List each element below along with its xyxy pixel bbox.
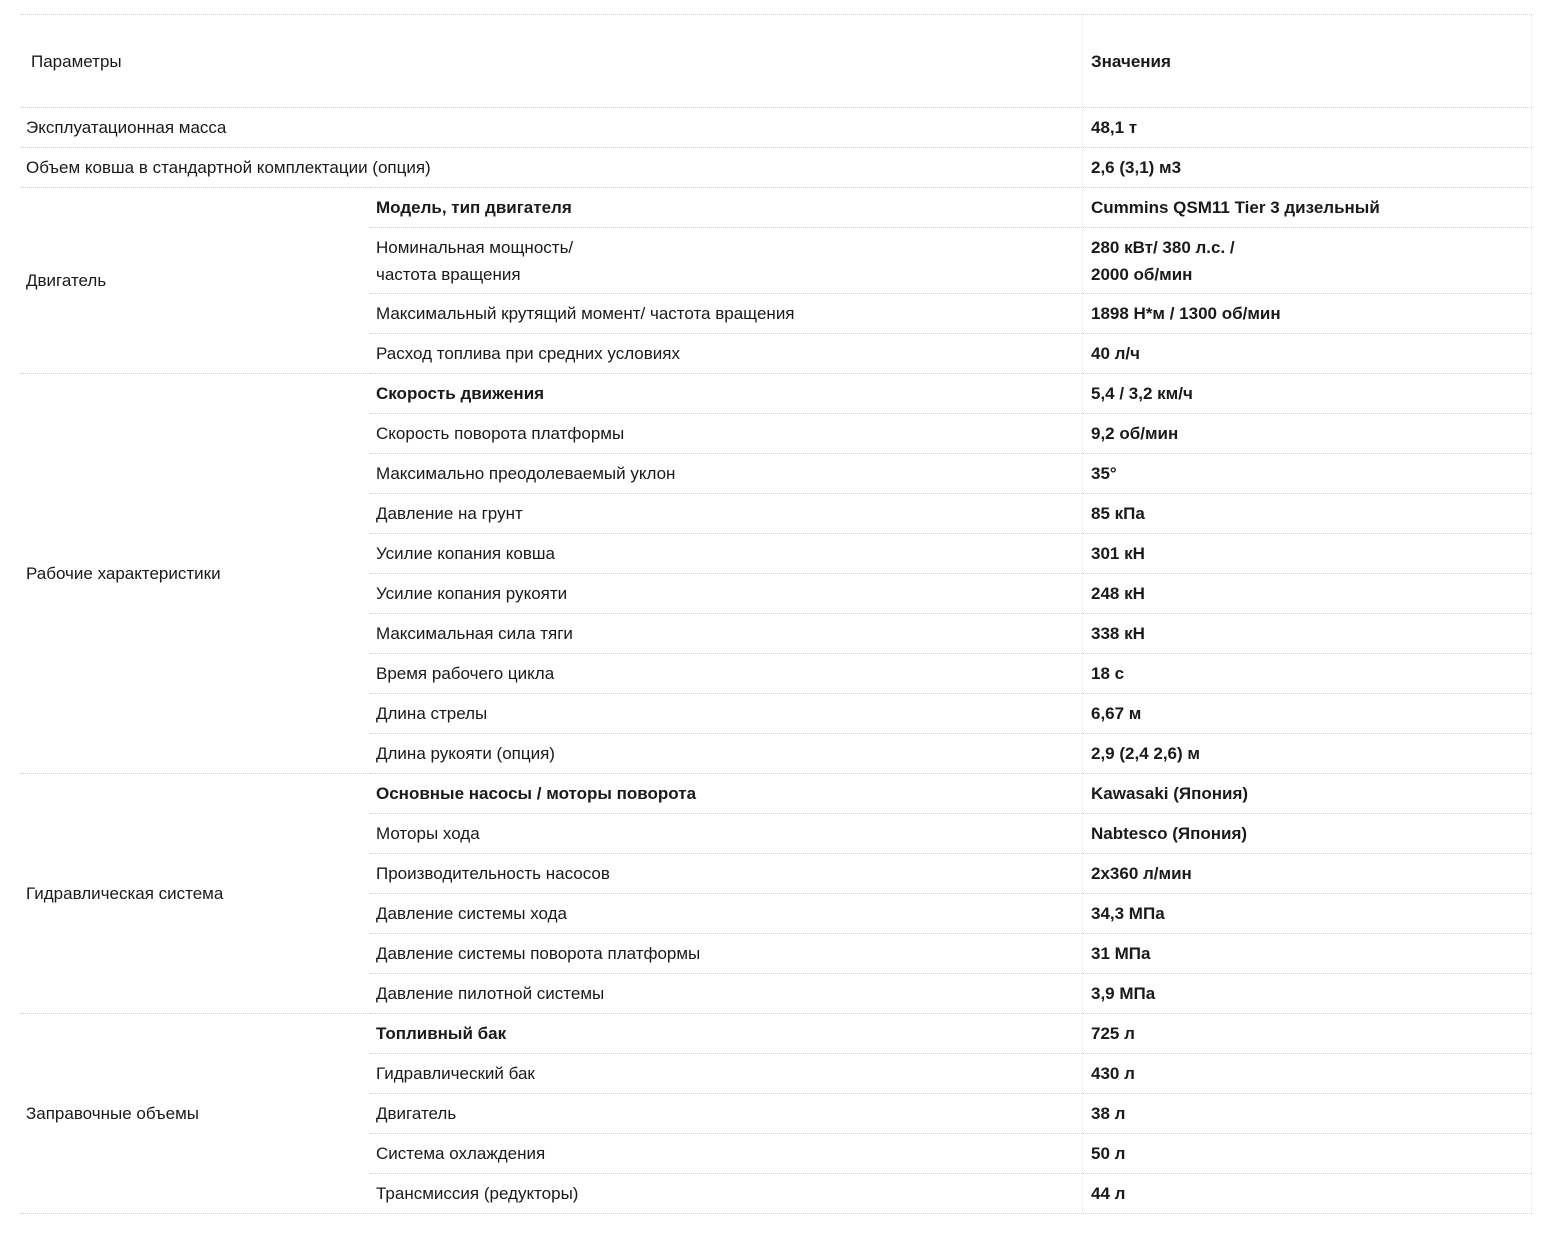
param-value: 34,3 МПа	[1082, 894, 1532, 933]
table-row	[370, 1093, 1532, 1133]
param-name: Трансмиссия (редукторы)	[376, 1184, 579, 1203]
param-value: Nabtesco (Япония)	[1082, 814, 1532, 853]
group-label: Рабочие характеристики	[20, 373, 370, 773]
param-value: 48,1 т	[1082, 108, 1532, 147]
table-row	[370, 187, 1532, 227]
table-row	[370, 373, 1532, 413]
group-label: Заправочные объемы	[20, 1013, 370, 1213]
group-label: Гидравлическая система	[20, 773, 370, 1013]
param-name: Номинальная мощность/ частота вращения	[376, 237, 574, 284]
param-name: Расход топлива при средних условиях	[376, 344, 680, 363]
table-row	[370, 1013, 1532, 1053]
table-row	[370, 693, 1532, 733]
table-row	[370, 533, 1532, 573]
table-row	[370, 933, 1532, 973]
table-row	[370, 413, 1532, 453]
param-value: 2,6 (3,1) м3	[1082, 148, 1532, 187]
param-value: 6,67 м	[1082, 694, 1532, 733]
param-value: 31 МПа	[1082, 934, 1532, 973]
param-name: Время рабочего цикла	[376, 664, 555, 683]
param-value: 301 кН	[1082, 534, 1532, 573]
param-name: Длина рукояти (опция)	[376, 744, 555, 763]
table-row	[370, 973, 1532, 1013]
table-row	[370, 227, 1532, 293]
param-value: 2х360 л/мин	[1082, 854, 1532, 893]
table-row	[370, 1133, 1532, 1173]
table-row	[370, 853, 1532, 893]
param-name: Усилие копания рукояти	[376, 584, 568, 603]
param-name: Производительность насосов	[376, 864, 610, 883]
param-name: Усилие копания ковша	[376, 544, 556, 563]
param-value: 38 л	[1082, 1094, 1532, 1133]
param-name: Гидравлический бак	[376, 1064, 535, 1083]
param-name: Максимально преодолеваемый уклон	[376, 464, 676, 483]
param-name: Давление на грунт	[376, 504, 523, 523]
table-row	[370, 493, 1532, 533]
param-name: Максимальный крутящий момент/ частота вращения	[376, 304, 795, 323]
param-name: Система охлаждения	[376, 1144, 546, 1163]
param-value: 338 кН	[1082, 614, 1532, 653]
param-value: 5,4 / 3,2 км/ч	[1082, 374, 1532, 413]
param-value: 9,2 об/мин	[1082, 414, 1532, 453]
param-name: Максимальная сила тяги	[376, 624, 573, 643]
group-label: Двигатель	[20, 187, 370, 373]
param-name: Топливный бак	[376, 1024, 507, 1043]
param-value: 280 кВт/ 380 л.с. / 2000 об/мин	[1082, 228, 1532, 293]
param-value: 40 л/ч	[1082, 334, 1532, 373]
header-param-label: Параметры	[31, 51, 122, 71]
table-row	[370, 653, 1532, 693]
table-row	[370, 893, 1532, 933]
table-row	[370, 333, 1532, 373]
table-row	[370, 453, 1532, 493]
param-value: 430 л	[1082, 1054, 1532, 1093]
param-name: Давление системы поворота платформы	[376, 944, 701, 963]
table-row	[370, 573, 1532, 613]
table-row	[370, 1173, 1532, 1213]
param-value: 50 л	[1082, 1134, 1532, 1173]
param-value: 44 л	[1082, 1174, 1532, 1213]
param-name: Давление пилотной системы	[376, 984, 605, 1003]
table-row	[20, 107, 1532, 147]
param-name: Моторы хода	[376, 824, 480, 843]
param-value: 85 кПа	[1082, 494, 1532, 533]
param-name: Эксплуатационная масса	[26, 118, 227, 137]
param-value: 248 кН	[1082, 574, 1532, 613]
param-name: Основные насосы / моторы поворота	[376, 784, 697, 803]
header-value-label: Значения	[1082, 15, 1532, 107]
param-value: 1898 Н*м / 1300 об/мин	[1082, 294, 1532, 333]
param-name: Длина стрелы	[376, 704, 488, 723]
param-name: Скорость движения	[376, 384, 545, 403]
table-row	[370, 773, 1532, 813]
param-value: 725 л	[1082, 1014, 1532, 1053]
param-name: Модель, тип двигателя	[376, 198, 572, 217]
param-value: Cummins QSM11 Tier 3 дизельный	[1082, 188, 1532, 227]
table-row	[370, 613, 1532, 653]
table-row	[370, 733, 1532, 773]
param-value: 18 с	[1082, 654, 1532, 693]
param-name: Двигатель	[376, 1104, 457, 1123]
table-row	[370, 813, 1532, 853]
param-value: 35°	[1082, 454, 1532, 493]
table-row	[370, 293, 1532, 333]
param-name: Объем ковша в стандартной комплектации (опция)	[26, 158, 431, 177]
table-row	[20, 147, 1532, 187]
table-header	[20, 14, 1532, 107]
table-row	[370, 1053, 1532, 1093]
table-bottom-border	[20, 1213, 1532, 1214]
param-name: Давление системы хода	[376, 904, 567, 923]
param-value: 3,9 МПа	[1082, 974, 1532, 1013]
param-value: Kawasaki (Япония)	[1082, 774, 1532, 813]
param-name: Скорость поворота платформы	[376, 424, 625, 443]
param-value: 2,9 (2,4 2,6) м	[1082, 734, 1532, 773]
